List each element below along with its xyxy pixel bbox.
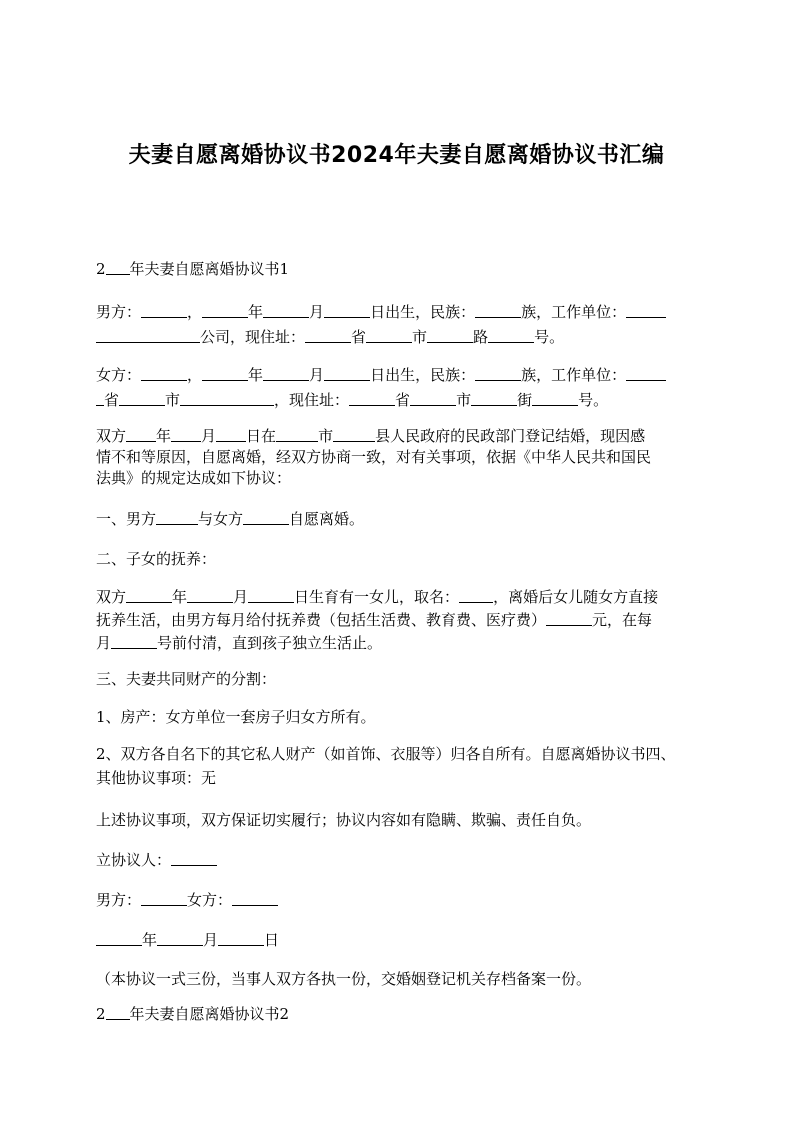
woman-info: 女方： ， 年 月 日出生，民族： 族，工作单位： 省 市 ，现住址： 省 市 街 号。 — [96, 365, 708, 411]
section-heading-2: 2 年夫妻自愿离婚协议书2 — [96, 1005, 290, 1023]
document-title: 夫妻自愿离婚协议书2024年夫妻自愿离婚协议书汇编 — [128, 143, 665, 168]
copies-note: （本协议一式三份，当事人双方各执一份，交婚姻登记机关存档备案一份。 — [96, 970, 592, 988]
item-1: 一、男方 与女方 自愿离婚。 — [96, 510, 365, 528]
blank-field — [106, 1005, 130, 1020]
child-paragraph: 双方 年 月 日生育有一女儿，取名： ，离婚后女儿随女方直接 抚养生活，由男方每月给付抚养费（包括生活费、教育费、医疗费） 元，在每 月 号前付清，直到孩子独立生活止。 — [96, 588, 659, 652]
signature-line: 男方： 女方： — [96, 890, 708, 911]
heading-prefix: 2 — [96, 260, 106, 278]
section-heading-1 — [96, 259, 708, 280]
item-3-2: 2、双方各自名下的其它私人财产（如首饰、衣服等）归各自所有。自愿离婚协议书四、 其他协议事项：无 — [96, 745, 676, 787]
guarantee-text: 上述协议事项，双方保证切实履行；协议内容如有隐瞒、欺骗、责任自负。 — [96, 811, 592, 829]
signer-line: 立协议人： — [96, 850, 708, 871]
item-3: 三、夫妻共同财产的分割： — [96, 670, 277, 688]
item-2: 二、子女的抚养： — [96, 550, 217, 568]
item-3-1: 1、房产：女方单位一套房子归女方所有。 — [96, 708, 376, 726]
heading-text: 年夫妻自愿离婚协议书1 — [129, 260, 290, 278]
marriage-paragraph: 双方 年 月 日在 市 县人民政府的民政部门登记结婚，现因感 情不和等原因，自愿离婚，经双方协商一致，对有关事项，依据《中华人民共和国民 法典》的规定达成如下协议： — [96, 427, 652, 487]
blank-field — [106, 260, 130, 275]
date-line: 年 月 日 — [96, 930, 708, 951]
man-info: 男方： ， 年 月 日出生，民族： 族，工作单位： 公司，现住址： 省 市 路 号。 — [96, 302, 708, 348]
